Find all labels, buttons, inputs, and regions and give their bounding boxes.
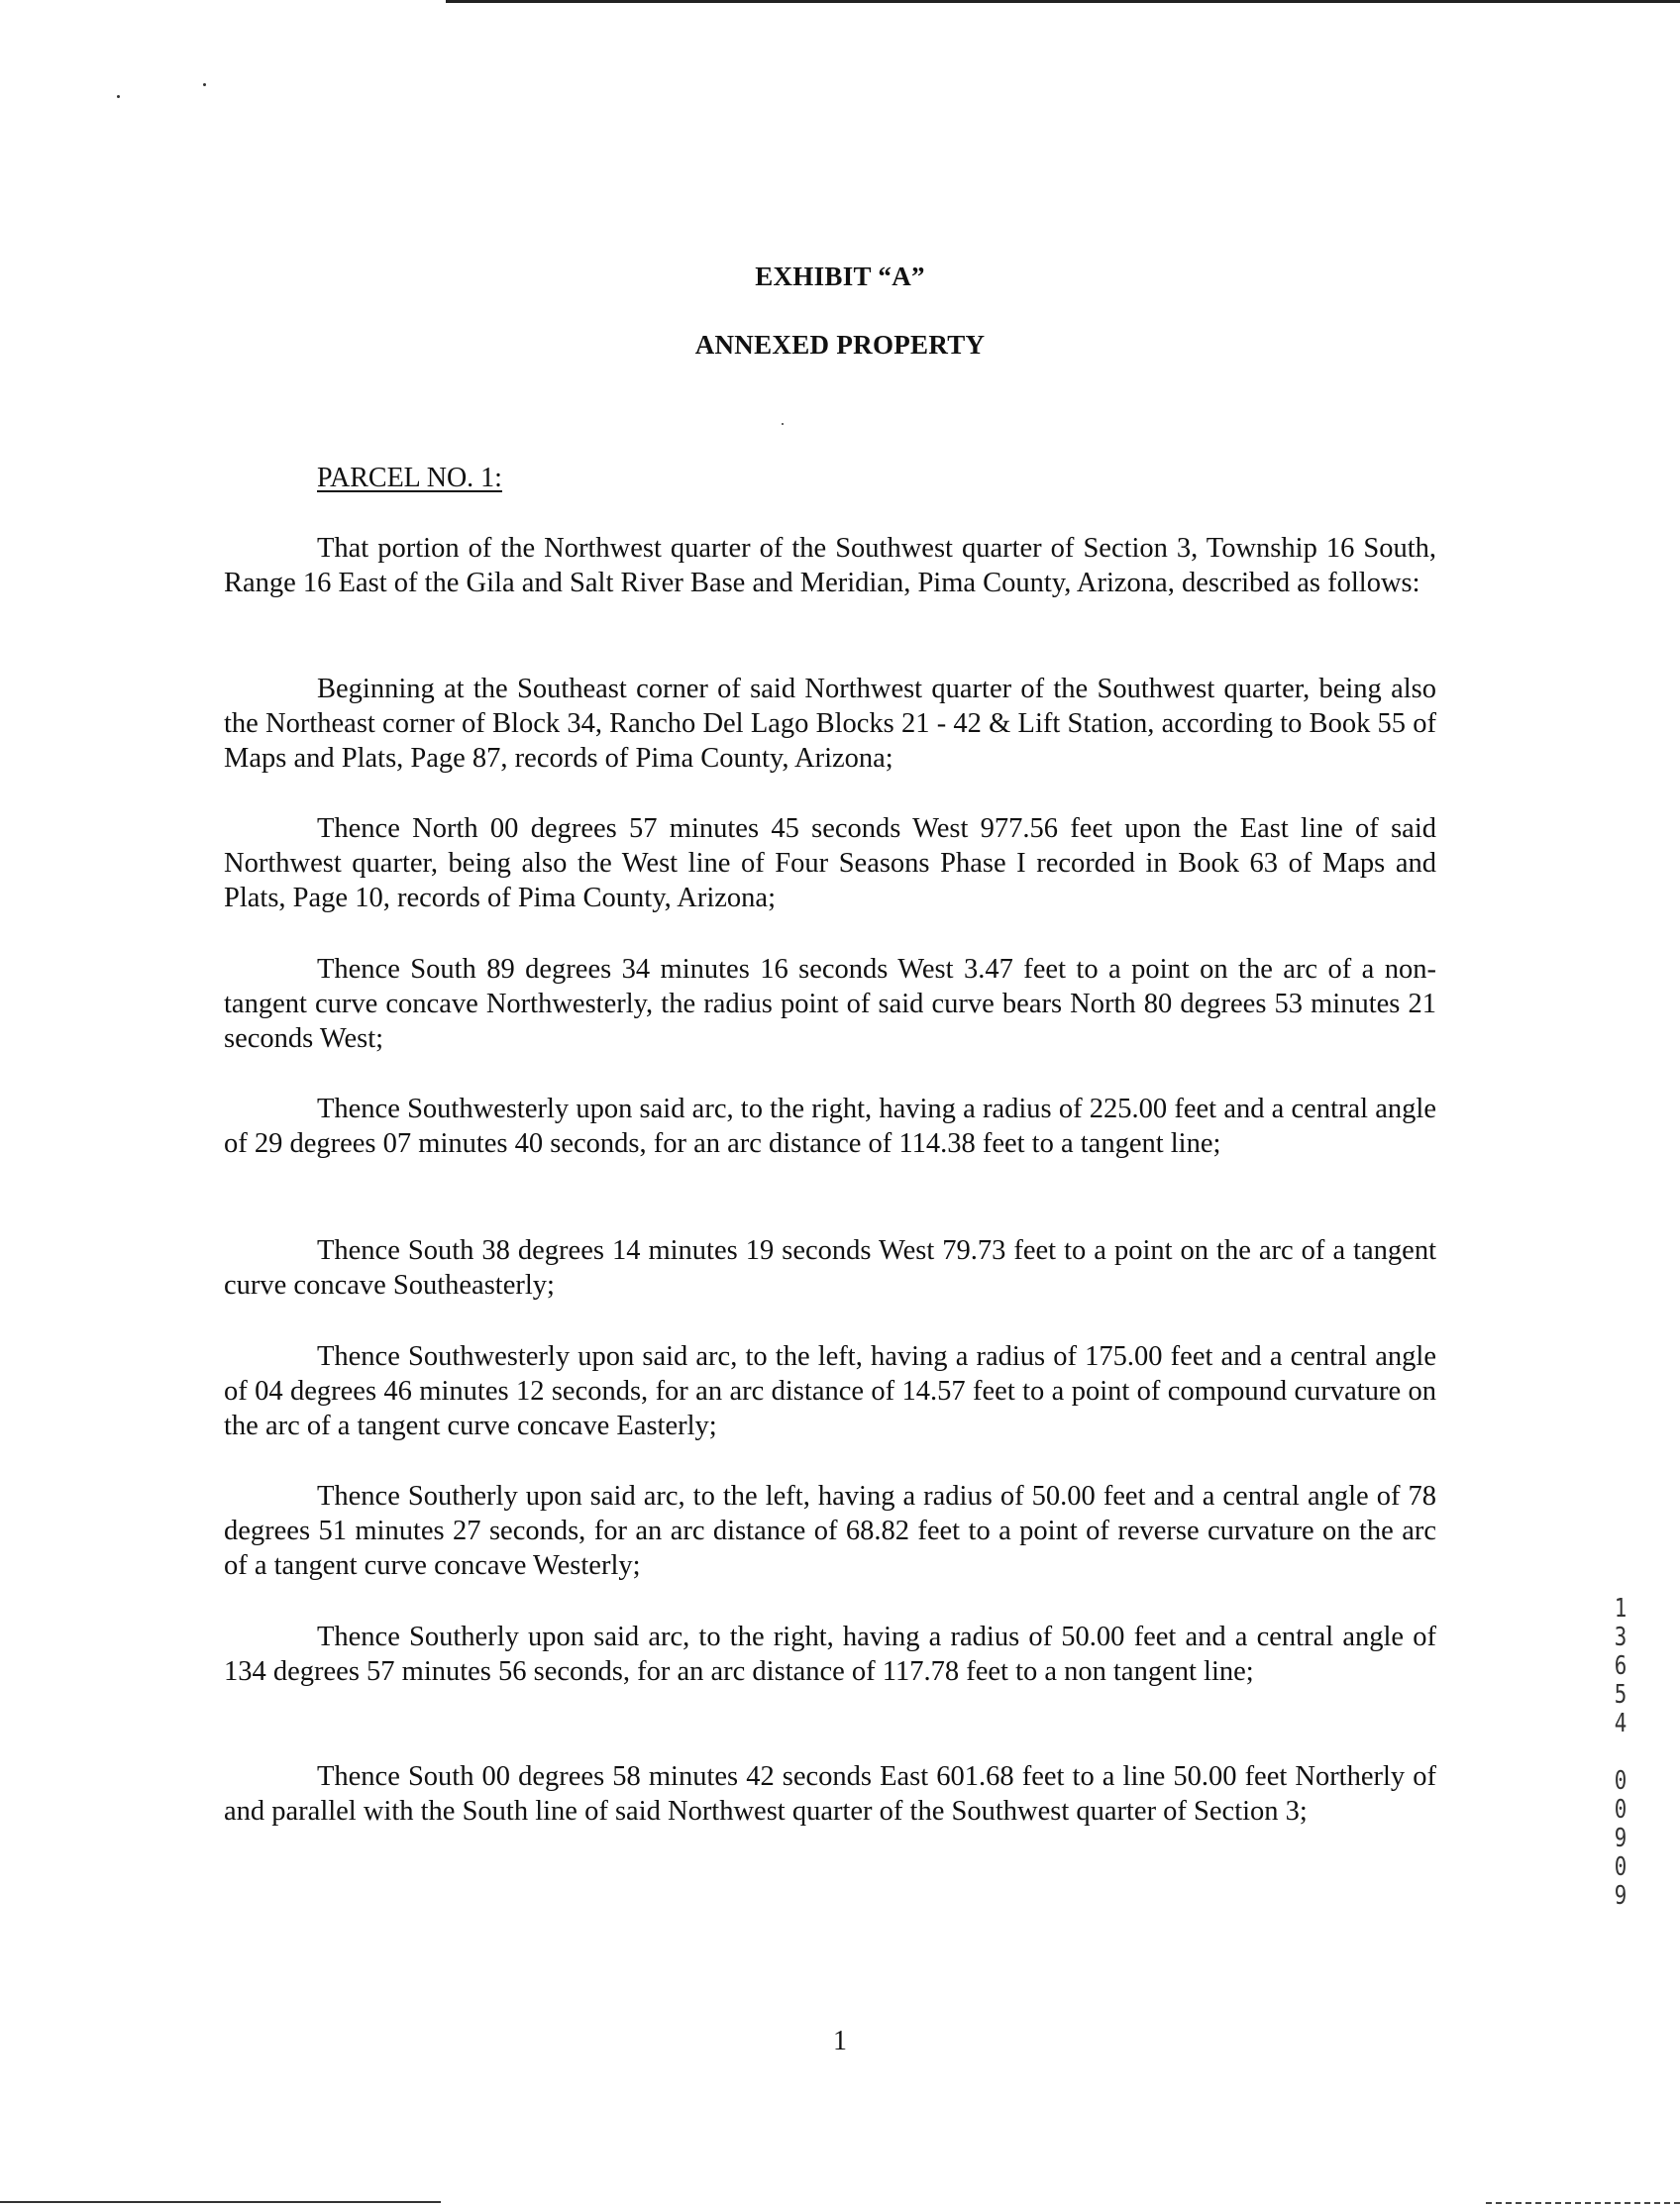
legal-paragraph: Thence South 00 degrees 58 minutes 42 seconds East 601.68 feet to a line 50.00 feet Northerly of and parallel with the South line of said Northwest quarter of the Southwest quarter of Section 3; xyxy=(224,1761,1436,1827)
stamp-character: 9 xyxy=(1614,1824,1628,1853)
legal-paragraph: Thence North 00 degrees 57 minutes 45 seconds West 977.56 feet upon the East line of said Northwest quarter, being also the West line of Four Seasons Phase I recorded in Book 63 of Maps and Plats, Page 10, records of Pima County, Arizona; xyxy=(224,813,1436,913)
legal-paragraph: Beginning at the Southeast corner of said Northwest quarter of the Southwest quarter, being also the Northeast corner of Block 34, Rancho Del Lago Blocks 21 - 42 & Lift Station, according to Book 55 of Maps and Plats, Page 87, records of Pima County, Arizona; xyxy=(224,674,1436,774)
stamp-character: 0 xyxy=(1614,1852,1628,1882)
legal-paragraph: Thence Southerly upon said arc, to the right, having a radius of 50.00 feet and a central angle of 134 degrees 57 minutes 56 seconds, for an arc distance of 117.78 feet to a non tangent line; xyxy=(224,1622,1436,1687)
stamp-character xyxy=(1607,1738,1635,1767)
legal-paragraph: Thence Southwesterly upon said arc, to the left, having a radius of 175.00 feet and a central angle of 04 degrees 46 minutes 12 seconds, for an arc distance of 14.57 feet to a point of compound curvature on the arc of a tangent curve concave Easterly; xyxy=(224,1341,1436,1441)
stamp-character: 4 xyxy=(1614,1709,1628,1738)
legal-paragraph: Thence South 89 degrees 34 minutes 16 seconds West 3.47 feet to a point on the arc of a non-tangent curve concave Northwesterly, the radius point of said curve bears North 80 degrees 53 minutes 21 seconds West; xyxy=(224,954,1436,1054)
exhibit-title: EXHIBIT “A” xyxy=(755,262,925,291)
page-number: 1 xyxy=(833,2026,847,2056)
scan-speck xyxy=(117,95,120,98)
legal-paragraph: That portion of the Northwest quarter of the Southwest quarter of Section 3, Township 16 South, Range 16 East of the Gila and Salt River Base and Meridian, Pima County, Arizona, described as follows: xyxy=(224,533,1436,598)
scan-speck xyxy=(782,423,784,425)
stamp-character: 9 xyxy=(1614,1881,1628,1911)
stamp-character: 0 xyxy=(1614,1795,1628,1825)
legal-paragraph: Thence Southwesterly upon said arc, to the right, having a radius of 225.00 feet and a central angle of 29 degrees 07 minutes 40 seconds, for an arc distance of 114.38 feet to a tangent line; xyxy=(224,1094,1436,1159)
legal-paragraph: Thence Southerly upon said arc, to the left, having a radius of 50.00 feet and a central angle of 78 degrees 51 minutes 27 seconds, for an arc distance of 68.82 feet to a point of reverse curvature on the arc of a tangent curve concave Westerly; xyxy=(224,1481,1436,1581)
stamp-character: 1 xyxy=(1614,1594,1628,1624)
exhibit-subtitle: ANNEXED PROPERTY xyxy=(694,330,986,360)
scan-edge-bottom-right xyxy=(1486,2202,1680,2204)
scan-edge-bottom xyxy=(0,2201,441,2203)
scan-edge-top xyxy=(446,0,1680,3)
stamp-character: 5 xyxy=(1614,1680,1628,1710)
stamp-character: 0 xyxy=(1614,1766,1628,1796)
stamp-character: 6 xyxy=(1614,1651,1628,1681)
parcel-label: PARCEL NO. 1: xyxy=(317,463,502,493)
recording-number-stamp xyxy=(1603,1595,1638,1911)
stamp-character: 3 xyxy=(1614,1623,1628,1652)
legal-paragraph: Thence South 38 degrees 14 minutes 19 seconds West 79.73 feet to a point on the arc of a tangent curve concave Southeasterly; xyxy=(224,1235,1436,1301)
scan-speck xyxy=(203,83,206,86)
